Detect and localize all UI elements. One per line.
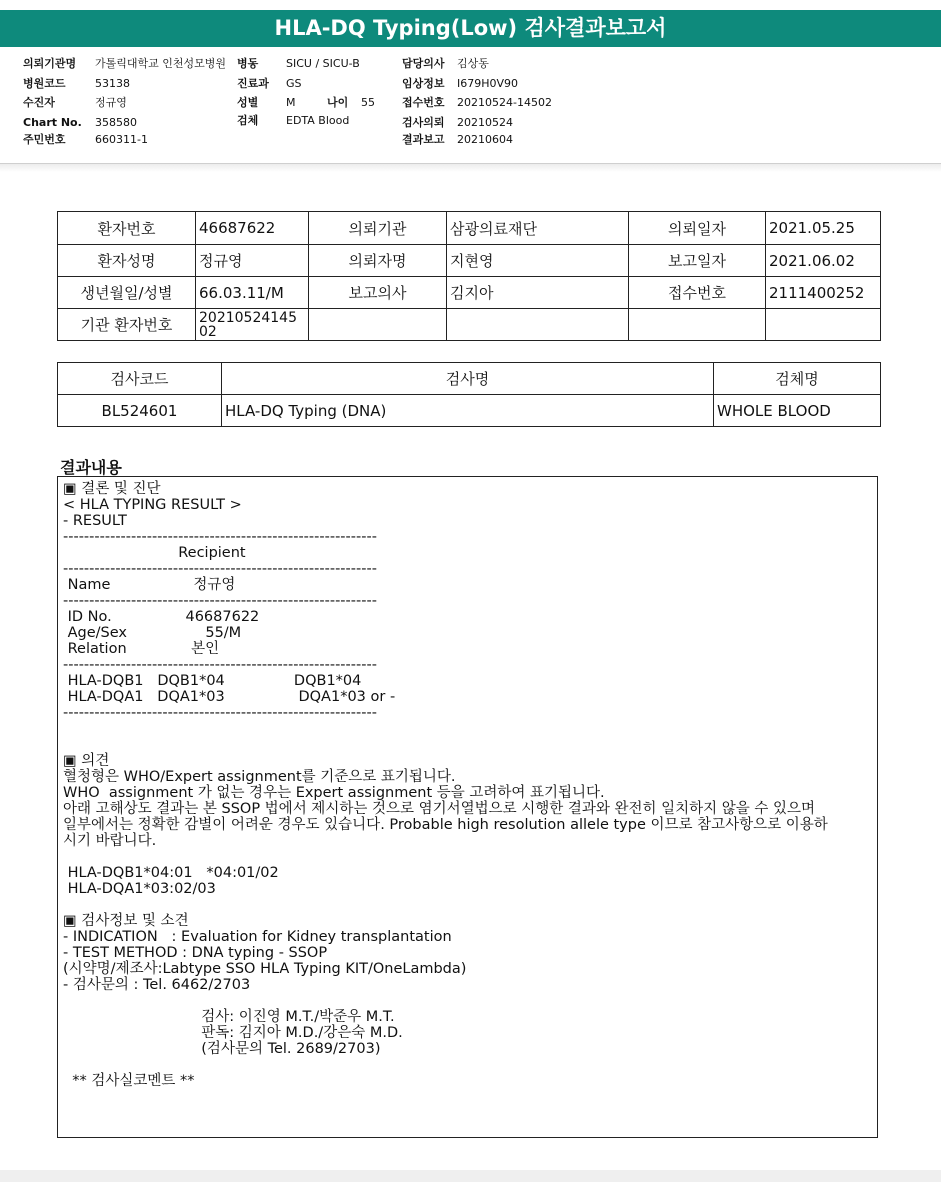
result-line: 일부에서는 정확한 감별이 어려운 경우도 있습니다. Probable high resolution allele type 이므로 참고사항으로 이용하 <box>63 817 828 833</box>
empty-cell <box>447 309 629 341</box>
doctor-value: 김상동 <box>457 57 489 70</box>
specimen-label: 검체 <box>237 114 259 127</box>
result-line: ------------------------------------------------------------ <box>63 593 377 609</box>
result-line: ------------------------------------------------------------ <box>63 529 377 545</box>
result-line: ------------------------------------------------------------ <box>63 705 377 721</box>
requester-value: 지현영 <box>447 245 629 277</box>
result-line <box>63 1057 872 1073</box>
table-header-row <box>58 363 881 395</box>
table-row <box>58 245 881 277</box>
receipt-no-label: 접수번호 <box>629 277 766 309</box>
requesting-org-value: 삼광의료재단 <box>447 212 629 245</box>
rrn-label: 주민번호 <box>23 133 66 146</box>
patient-info-table <box>57 211 881 341</box>
result-line <box>63 993 872 1009</box>
result-line: ID No. 46687622 <box>63 609 260 625</box>
result-line: WHO assignment 가 없는 경우는 Expert assignment 등을 고려하여 표기됩니다. <box>63 785 605 801</box>
test-name-header: 검사명 <box>222 363 714 395</box>
result-line: HLA-DQA1*03:02/03 <box>63 881 216 897</box>
sex-label: 성별 <box>237 96 259 109</box>
result-line: 혈청형은 WHO/Expert assignment를 기준으로 표기됩니다. <box>63 769 456 785</box>
result-line: - INDICATION : Evaluation for Kidney transplantation <box>63 929 452 945</box>
accession-value: 20210524-14502 <box>457 96 552 109</box>
ward-label: 병동 <box>237 57 259 70</box>
result-section-title: 결과내용 <box>60 458 122 477</box>
result-line: ------------------------------------------------------------ <box>63 657 377 673</box>
result-content-box <box>57 476 878 1138</box>
age-value: 55 <box>361 96 375 109</box>
hosp-label: 의뢰기관명 <box>23 57 77 70</box>
result-line <box>63 849 872 865</box>
result-line: 아래 고해상도 결과는 본 SSOP 법에서 제시하는 것으로 염기서열법으로 시행한 결과와 완전히 일치하지 않을 수 있으며 <box>63 801 816 817</box>
result-line: HLA-DQB1 DQB1*04 DQB1*04 <box>63 673 362 689</box>
result-line: ------------------------------------------------------------ <box>63 561 377 577</box>
result-line: 시기 바랍니다. <box>63 833 157 849</box>
receipt-no-value: 2111400252 <box>766 277 881 309</box>
chart-value: 358580 <box>95 116 137 129</box>
clinical-value: I679H0V90 <box>457 77 519 90</box>
result-line: Name 정규영 <box>63 577 236 593</box>
result-line: 판독: 김지아 M.D./강은숙 M.D. <box>63 1025 403 1041</box>
report-date-cell-value: 2021.06.02 <box>766 245 881 277</box>
report-date-label: 결과보고 <box>402 133 445 146</box>
result-line: ▣ 의견 <box>63 753 110 769</box>
result-line: ▣ 검사정보 및 소견 <box>63 913 189 929</box>
result-line: - RESULT <box>63 513 127 529</box>
result-line <box>63 897 872 913</box>
result-line: ▣ 결론 및 진단 <box>63 481 161 497</box>
patient-no-label: 환자번호 <box>58 212 196 245</box>
request-value: 20210524 <box>457 116 513 129</box>
org-patient-no-label: 기관 환자번호 <box>58 309 196 341</box>
result-line: (검사문의 Tel. 2689/2703) <box>63 1041 381 1057</box>
result-line: 검사: 이진영 M.T./박준우 M.T. <box>63 1009 395 1025</box>
result-line: Recipient <box>63 545 246 561</box>
patient-value: 정규영 <box>95 96 127 109</box>
test-code-header: 검사코드 <box>58 363 222 395</box>
specimen-name-header: 검체명 <box>714 363 881 395</box>
test-name-value: HLA-DQ Typing (DNA) <box>222 395 714 427</box>
request-date-value: 2021.05.25 <box>766 212 881 245</box>
table-row <box>58 309 881 341</box>
header-divider-shadow <box>0 164 941 172</box>
specimen-name-value: WHOLE BLOOD <box>714 395 881 427</box>
result-line: HLA-DQB1*04:01 *04:01/02 <box>63 865 279 881</box>
code-value: 53138 <box>95 77 130 90</box>
dept-value: GS <box>286 77 302 90</box>
report-date-cell-label: 보고일자 <box>629 245 766 277</box>
accession-label: 접수번호 <box>402 96 445 109</box>
result-line: Relation 본인 <box>63 641 220 657</box>
test-table <box>57 362 881 427</box>
clinical-label: 임상정보 <box>402 77 445 90</box>
result-line <box>63 737 872 753</box>
reporting-doctor-label: 보고의사 <box>309 277 447 309</box>
hosp-value: 가톨릭대학교 인천성모병원 <box>95 57 227 70</box>
empty-cell <box>629 309 766 341</box>
request-label: 검사의뢰 <box>402 116 445 129</box>
request-date-label: 의뢰일자 <box>629 212 766 245</box>
doctor-label: 담당의사 <box>402 57 445 70</box>
patient-name-value: 정규영 <box>196 245 309 277</box>
patient-name-label: 환자성명 <box>58 245 196 277</box>
age-label: 나이 <box>327 96 349 109</box>
ward-value: SICU / SICU-B <box>286 57 360 70</box>
sex-value: M <box>286 96 296 109</box>
reporting-doctor-value: 김지아 <box>447 277 629 309</box>
patient-no-value: 46687622 <box>196 212 309 245</box>
empty-cell <box>309 309 447 341</box>
result-line: ** 검사실코멘트 ** <box>63 1073 195 1089</box>
org-patient-no-value: 2021052414502 <box>196 309 309 341</box>
page-bottom-bar <box>0 1170 941 1182</box>
report-title: HLA-DQ Typing(Low) 검사결과보고서 <box>0 10 941 47</box>
result-line: - 검사문의 : Tel. 6462/2703 <box>63 977 251 993</box>
patient-label: 수진자 <box>23 96 55 109</box>
result-line: Age/Sex 55/M <box>63 625 242 641</box>
requester-label: 의뢰자명 <box>309 245 447 277</box>
birth-sex-label: 생년월일/성별 <box>58 277 196 309</box>
empty-cell <box>766 309 881 341</box>
table-row <box>58 395 881 427</box>
result-line: (시약명/제조사:Labtype SSO HLA Typing KIT/OneLambda) <box>63 961 467 977</box>
result-line: < HLA TYPING RESULT > <box>63 497 242 513</box>
table-row <box>58 277 881 309</box>
specimen-value: EDTA Blood <box>286 114 350 127</box>
result-line: HLA-DQA1 DQA1*03 DQA1*03 or - <box>63 689 396 705</box>
report-date-value: 20210604 <box>457 133 513 146</box>
test-code-value: BL524601 <box>58 395 222 427</box>
table-row <box>58 212 881 245</box>
code-label: 병원코드 <box>23 77 66 90</box>
chart-label: Chart No. <box>23 116 82 129</box>
result-line <box>63 721 872 737</box>
dept-label: 진료과 <box>237 77 269 90</box>
result-line: - TEST METHOD : DNA typing - SSOP <box>63 945 328 961</box>
requesting-org-label: 의뢰기관 <box>309 212 447 245</box>
rrn-value: 660311-1 <box>95 133 148 146</box>
birth-sex-value: 66.03.11/M <box>196 277 309 309</box>
